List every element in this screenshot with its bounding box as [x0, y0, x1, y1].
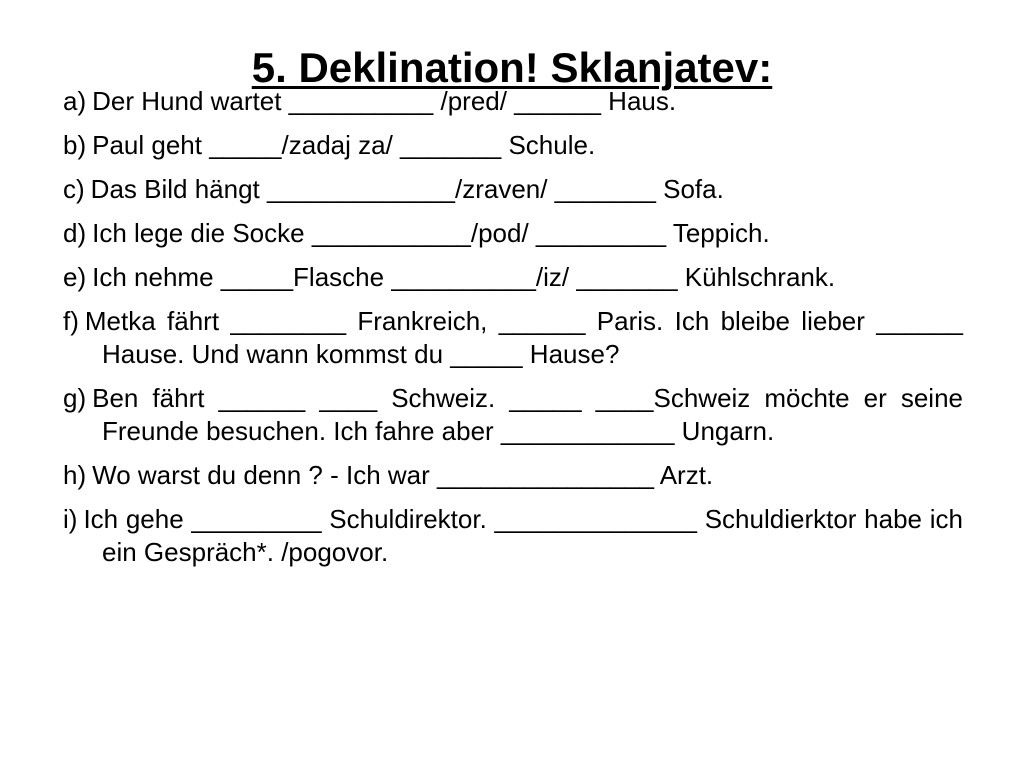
item-text: Das Bild hängt _____________/zraven/ _______ Sofa.	[90, 174, 724, 204]
item-text: Ben fährt ______ ____ Schweiz. _____ ____Schweiz möchte er seine Freunde besuchen. Ich fahre aber ____________ Ungarn.	[92, 383, 963, 446]
item-label: d)	[63, 218, 87, 248]
item-text: Der Hund wartet __________ /pred/ ______ Haus.	[92, 86, 677, 116]
item-text: Ich nehme _____Flasche __________/iz/ _______ Kühlschrank.	[92, 262, 836, 292]
item-label: g)	[63, 383, 87, 413]
item-text: Paul geht _____/zadaj za/ _______ Schule.	[92, 130, 596, 160]
item-label: f)	[63, 306, 79, 336]
exercise-item-c	[63, 173, 963, 206]
exercise-item-g	[63, 382, 963, 448]
item-text: Ich gehe _________ Schuldirektor. ______________ Schuldierktor habe ich ein Gespräch*. /pogovor.	[83, 504, 963, 567]
item-label: i)	[63, 504, 78, 534]
slide-title: 5. Deklination! Sklanjatev:	[251, 44, 773, 91]
exercise-item-e	[63, 261, 963, 294]
exercise-item-d	[63, 217, 963, 250]
item-text: Metka fährt ________ Frankreich, ______ Paris. Ich bleibe lieber ______ Hause. Und wann kommst du _____ Hause?	[84, 306, 963, 369]
item-label: b)	[63, 130, 87, 160]
item-text: Wo warst du denn ? - Ich war _______________ Arzt.	[92, 460, 714, 490]
item-text: Ich lege die Socke ___________/pod/ _________ Teppich.	[92, 218, 770, 248]
exercise-item-a	[63, 85, 963, 118]
exercise-item-i	[63, 503, 963, 569]
item-label: h)	[63, 460, 87, 490]
exercise-item-h	[63, 459, 963, 492]
item-label: c)	[63, 174, 85, 204]
exercise-item-b	[63, 129, 963, 162]
item-label: e)	[63, 262, 87, 292]
exercise-item-f	[63, 305, 963, 371]
item-label: a)	[63, 86, 87, 116]
exercise-list	[63, 85, 963, 580]
